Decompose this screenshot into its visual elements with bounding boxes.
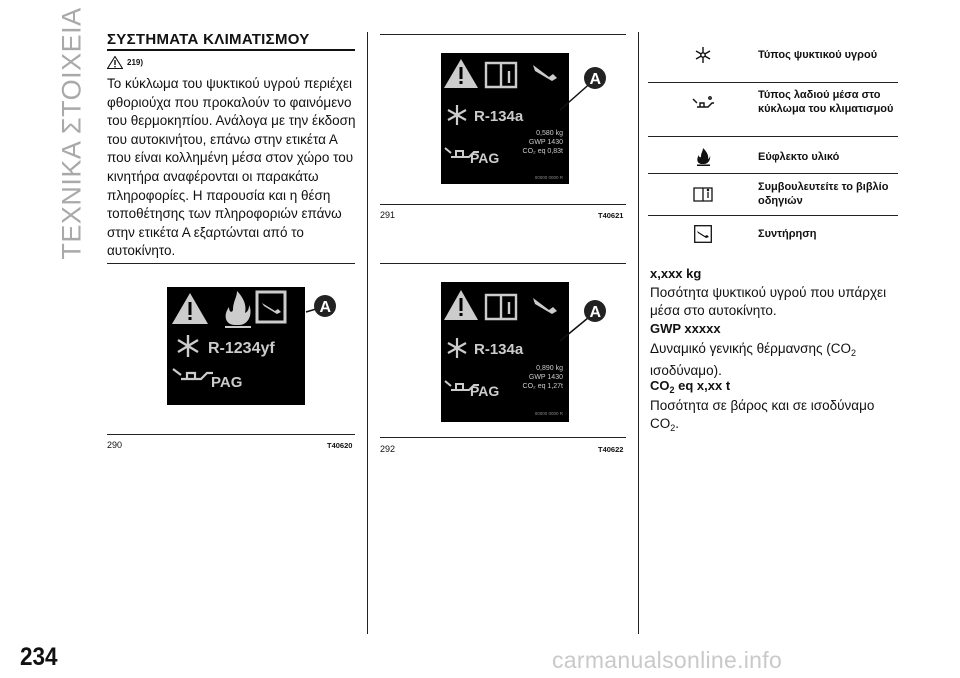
column-divider-1 xyxy=(367,32,368,634)
figure-rule-bottom-290 xyxy=(107,434,355,435)
oil-can-icon xyxy=(692,94,714,110)
label-oil-text: PAG xyxy=(470,383,500,399)
watermark-text: carmanualsonline.info xyxy=(552,647,783,673)
page-number: 234 xyxy=(20,643,58,671)
figure-292-code: T40622 xyxy=(598,445,624,454)
flame-icon xyxy=(695,148,711,166)
figure-290-callout xyxy=(270,288,340,348)
label-oil-text: PAG xyxy=(211,374,243,391)
label-refrigerant-text: R-134a xyxy=(474,108,524,125)
section-label: ΤΕΧΝΙΚΑ ΣΤΟΙΧΕΙΑ xyxy=(56,6,87,260)
warning-triangle-icon xyxy=(107,56,123,69)
spec-charge-body: Ποσότητα ψυκτικού υγρού που υπάρχει μέσα στο αυτοκίνητο. xyxy=(650,285,887,318)
label-gwp-text: GWP 1430 xyxy=(528,374,563,381)
label-oil-can-icon xyxy=(173,369,213,379)
spec-gwp-title: GWP xxxxx xyxy=(650,321,721,336)
svg-text:A: A xyxy=(319,299,332,316)
legend-item-refrigerant: Τύπος ψυκτικού υγρού xyxy=(648,46,898,64)
label-warning-icon xyxy=(444,290,478,320)
legend-item-flammable: Εύφλεκτο υλικό xyxy=(648,148,898,166)
svg-text:A: A xyxy=(589,71,602,88)
label-gwp-text: GWP 1430 xyxy=(528,139,563,146)
spec-gwp-body: Δυναμικό γενικής θέρμανσης ($CO_2$ ισοδύναμο). xyxy=(650,341,857,378)
label-snowflake-icon xyxy=(448,338,466,358)
snowflake-icon xyxy=(694,46,712,64)
label-refrigerant-text: R-1234yf xyxy=(208,340,275,357)
warning-reference: 219) xyxy=(107,56,143,69)
legend-divider xyxy=(648,82,898,83)
label-refrigerant-text: R-134a xyxy=(474,341,524,358)
figure-rule-bottom-291 xyxy=(380,204,626,205)
legend-item-manual: Συμβουλευτείτε το βιβλίο οδηγιών xyxy=(648,180,898,208)
wrench-icon xyxy=(694,225,712,243)
label-co2-text: CO₂ eq 0,83t xyxy=(522,148,563,155)
label-flame-icon xyxy=(225,291,251,328)
figure-291-number: 291 xyxy=(380,210,396,220)
figure-291-callout xyxy=(548,60,613,120)
label-serial-text: 00000 0000 R xyxy=(534,175,563,180)
legend-divider xyxy=(648,173,898,174)
figure-290-code: T40620 xyxy=(327,441,353,450)
figure-290-number: 290 xyxy=(107,440,123,450)
label-serial-text: 00000 0000 R xyxy=(534,411,563,416)
figure-291-code: T40621 xyxy=(598,211,624,220)
spec-co2-body: Ποσότητα σε βάρος και σε ισοδύναμο $CO_2$. xyxy=(650,398,875,433)
legend-item-oil: Τύπος λαδιού μέσα στο κύκλωμα του κλιματισμού xyxy=(648,88,898,116)
label-warning-icon xyxy=(172,293,208,324)
figure-rule-bottom-292 xyxy=(380,437,626,438)
label-co2-text: CO₂ eq 1,27t xyxy=(522,383,563,390)
label-charge-text: 0,580 kg xyxy=(536,130,563,137)
heading-rule xyxy=(107,49,355,51)
legend-item-maintenance: Συντήρηση xyxy=(648,225,898,243)
label-oil-text: PAG xyxy=(470,150,500,166)
label-warning-icon xyxy=(444,59,478,88)
column-divider-2 xyxy=(638,32,639,634)
figure-rule-top-290 xyxy=(107,263,355,264)
section-heading: ΣΥΣΤΗΜΑΤΑ ΚΛΙΜΑΤΙΣΜΟΥ xyxy=(107,31,310,48)
intro-paragraph: Το κύκλωμα του ψυκτικού υγρού περιέχει φθοριούχα που προκαλούν το φαινόμενο του θερμοκηπίου. Ανάλογα με την έκδοση του αυτοκινήτου, επάνω στην ετικέτα Α που είναι κολλημένη μέσα στον χώρο του κινητήρα αναφέρονται οι παρακάτω πληροφορίες. Η παρουσία και η θέση τοποθέτησης των πληροφοριών επάνω στην ετικέτα Α εξαρτώνται από το αυτοκίνητο. xyxy=(107,76,356,259)
label-manual-book-icon xyxy=(486,295,516,319)
spec-co2-title: $CO_2$ eq x,xx t xyxy=(650,378,731,395)
figure-292-number: 292 xyxy=(380,444,396,454)
label-snowflake-icon xyxy=(448,105,466,125)
label-snowflake-icon xyxy=(178,335,198,357)
label-charge-text: 0,890 kg xyxy=(536,365,563,372)
manual-book-icon xyxy=(693,186,713,202)
legend-divider xyxy=(648,136,898,137)
legend-divider xyxy=(648,215,898,216)
svg-text:A: A xyxy=(589,304,602,321)
figure-rule-top-291 xyxy=(380,34,626,35)
label-manual-book-icon xyxy=(486,63,516,87)
spec-charge-title: x,xxx kg xyxy=(650,266,702,281)
figure-rule-top-292 xyxy=(380,263,626,264)
figure-292-callout xyxy=(548,293,613,353)
